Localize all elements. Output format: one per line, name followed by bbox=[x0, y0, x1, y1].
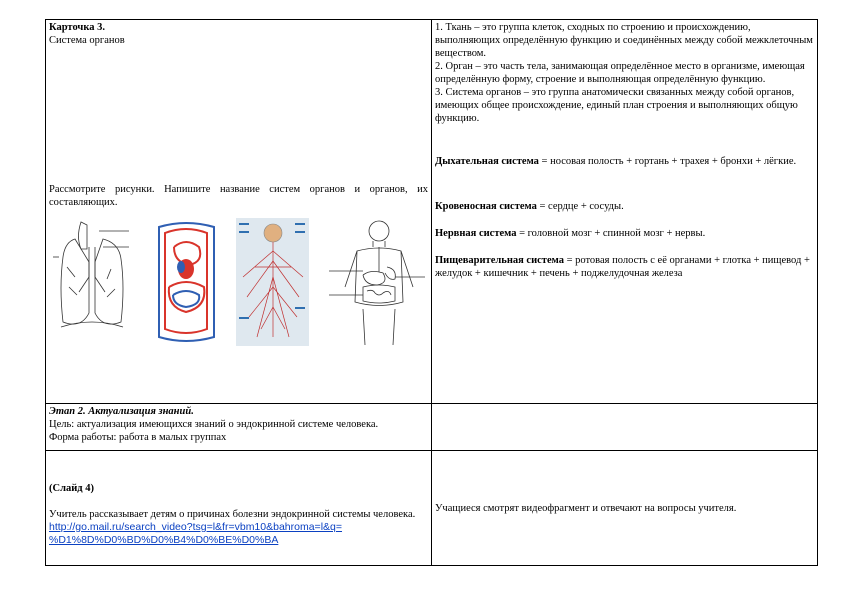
system-nervous: Нервная система = головной мозг + спинной мозг + нервы. bbox=[435, 228, 706, 239]
digestive-system-figure bbox=[327, 217, 427, 347]
lesson-table bbox=[45, 19, 818, 566]
card-task: Рассмотрите рисунки. Напишите название систем органов и органов, их составляющих. bbox=[49, 184, 428, 208]
figures-row bbox=[49, 217, 428, 347]
respiratory-system-figure bbox=[51, 217, 133, 347]
definition-tissue: 1. Ткань – это группа клеток, сходных по строению и происхождению, выполняющих определённую функцию и соединённых между собой межклеточным веществом. bbox=[435, 22, 813, 59]
definition-organ-system: 3. Система органов – это группа анатомически связанных между собой органов, имеющих общее происхождение, единый план строения и выполняющих общую функцию. bbox=[435, 87, 798, 124]
slide-text: Учитель рассказывает детям о причинах болезни эндокринной системы человека. bbox=[49, 509, 416, 520]
answers-cell bbox=[432, 20, 818, 404]
slide-label: (Слайд 4) bbox=[49, 483, 94, 494]
system-circulatory: Кровеносная система = сердце + сосуды. bbox=[435, 201, 624, 212]
video-link[interactable]: http://go.mail.ru/search_video?tsg=l&fr=vbm10&bahroma=l&q= %D1%8D%D0%BD%D0%B4%D0%BE%D0%BA bbox=[49, 521, 343, 546]
nervous-system-figure bbox=[235, 217, 310, 347]
stage-cell bbox=[46, 404, 432, 451]
definition-organ: 2. Орган – это часть тела, занимающая определённое место в организме, имеющая определённую форму, строение и выполняющая определённую функцию. bbox=[435, 61, 805, 85]
students-cell bbox=[432, 451, 818, 566]
stage-empty-cell bbox=[432, 404, 818, 451]
system-digestive: Пищеварительная система = ротовая полость с её органами + глотка + пищевод + желудок + кишечник + печень + поджелудочная железа bbox=[435, 255, 810, 279]
circulatory-system-figure bbox=[149, 217, 224, 347]
slide-cell bbox=[46, 451, 432, 566]
system-respiratory: Дыхательная система = носовая полость + гортань + трахея + бронхи + лёгкие. bbox=[435, 156, 797, 167]
stage-form: Форма работы: работа в малых группах bbox=[49, 432, 227, 443]
card-cell bbox=[46, 20, 432, 404]
students-activity: Учащиеся смотрят видеофрагмент и отвечают на вопросы учителя. bbox=[435, 502, 737, 514]
stage-title: Этап 2. Актуализация знаний. bbox=[49, 406, 194, 417]
card-subtitle: Система органов bbox=[49, 35, 125, 46]
stage-goal: Цель: актуализация имеющихся знаний о эндокринной системе человека. bbox=[49, 419, 379, 430]
card-title: Карточка 3. bbox=[49, 22, 105, 33]
